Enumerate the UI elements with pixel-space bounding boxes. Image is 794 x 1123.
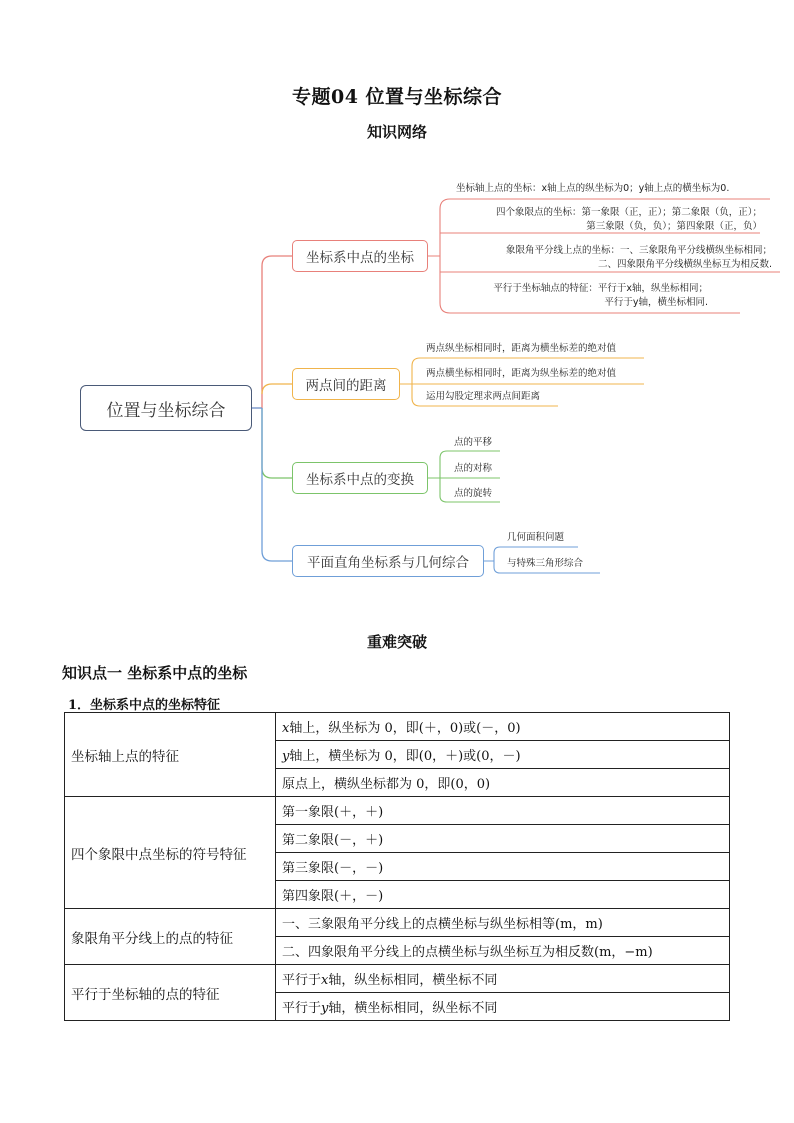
leaf-symmetry: 点的对称 [454,463,493,474]
row-header: 象限角平分线上的点的特征 [65,909,276,965]
table-row [65,909,730,937]
leaf-quadrant-points: 四个象限点的坐标：第一象限（正，正）；第二象限（负，正）； 第三象限（负，负）；第四象限（正，负） [495,207,762,232]
connector-root-b2 [262,384,292,394]
section-heading: 1．坐标系中点的坐标特征 [68,698,221,713]
table-cell: 二、四象限角平分线上的点横坐标与纵坐标互为相反数(m，−m) [276,937,730,965]
breakthrough-title: 重难突破 [366,633,427,651]
leaf-same-y: 两点纵坐标相同时，距离为横坐标差的绝对值 [426,343,617,354]
leaf-parallel-axis: 平行于坐标轴点的特征：平行于x轴，纵坐标相同； 平行于y轴，横坐标相同. [493,283,708,308]
table-row [65,965,730,993]
branch-transformation: 坐标系中点的变换 [292,462,428,494]
leaf-bisector-points: 象限角平分线上点的坐标：一、三象限角平分线横纵坐标相同； 二、四象限角平分线横纵坐标互为相反数. [505,245,772,270]
leaf-pythagoras: 运用勾股定理求两点间距离 [426,391,541,402]
document-title: 专题04 位置与坐标综合 [291,86,503,108]
table-row [65,797,730,825]
connector-root-b4 [262,408,292,561]
table-row [65,713,730,741]
table-cell: 原点上，横纵坐标都为 0，即(0，0) [276,769,730,797]
table-cell: 第二象限(－，＋) [276,825,730,853]
mindmap-root: 位置与坐标综合 [80,385,252,431]
table-cell: x轴上，纵坐标为 0，即(＋，0)或(－，0) [276,713,730,741]
table-cell: 平行于y轴，横坐标相同，纵坐标不同 [276,993,730,1021]
table-cell: 第一象限(＋，＋) [276,797,730,825]
branch-point-coordinates: 坐标系中点的坐标 [292,240,428,272]
connector-root-b3 [262,408,292,478]
branch-geometry-combo: 平面直角坐标系与几何综合 [292,545,484,577]
connector-root-b1 [252,256,292,408]
leaf-rotation: 点的旋转 [454,488,493,499]
row-header: 坐标轴上点的特征 [65,713,276,797]
row-header: 四个象限中点坐标的符号特征 [65,797,276,909]
table-cell: 第三象限(－，－) [276,853,730,881]
table-cell: 一、三象限角平分线上的点横坐标与纵坐标相等(m，m) [276,909,730,937]
table-cell: 第四象限(＋，－) [276,881,730,909]
knowledge-point-heading: 知识点一 坐标系中点的坐标 [62,664,248,682]
row-header: 平行于坐标轴的点的特征 [65,965,276,1021]
leaf-axis-points: 坐标轴上点的坐标：x轴上点的纵坐标为0；y轴上点的横坐标为0. [456,183,730,194]
leaf-translation: 点的平移 [454,437,493,448]
table-cell: 平行于x轴，纵坐标相同，横坐标不同 [276,965,730,993]
branch-distance: 两点间的距离 [292,368,400,400]
leaf-special-triangle: 与特殊三角形综合 [507,558,584,569]
leaf-same-x: 两点横坐标相同时，距离为纵坐标差的绝对值 [426,368,617,379]
coordinate-features-table [64,712,730,1021]
leaf-area-problem: 几何面积问题 [507,532,565,543]
network-title: 知识网络 [366,123,427,141]
table-cell: y轴上，横坐标为 0，即(0，＋)或(0，－) [276,741,730,769]
